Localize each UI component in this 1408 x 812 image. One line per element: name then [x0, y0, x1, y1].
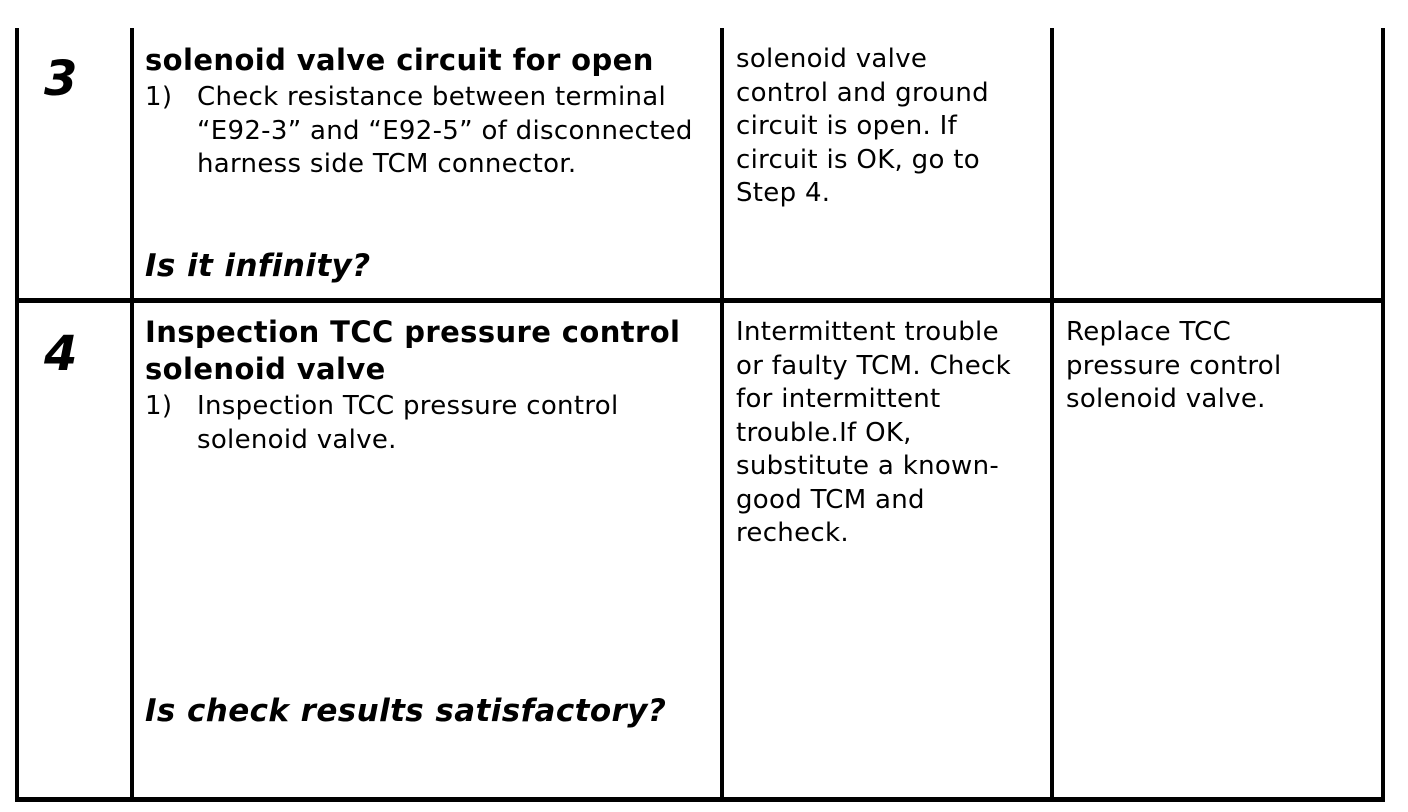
- step-number: 4: [44, 326, 78, 382]
- yes-result: solenoid valve control and ground circuit is open. If circuit is OK, go to Step 4.: [736, 44, 989, 208]
- list-item-text: Check resistance between terminal “E92-3” and “E92-5” of disconnected harness side TCM connector.: [197, 82, 693, 179]
- step-description: [145, 314, 710, 457]
- step-question: Is it infinity?: [145, 248, 371, 284]
- list-item-text: Inspection TCC pressure control solenoid valve.: [197, 391, 619, 455]
- list-item: [145, 81, 710, 182]
- step-number: 3: [44, 51, 78, 107]
- step-question: Is check results satisfactory?: [145, 693, 667, 729]
- step-description: [145, 42, 710, 182]
- list-item-number: 1): [145, 82, 173, 112]
- table-bottom-border: [15, 797, 1385, 802]
- yes-result: Intermittent trouble or faulty TCM. Check for intermittent trouble.If OK, substitute a known- good TCM and recheck.: [736, 317, 1011, 548]
- step-title: Inspection TCC pressure control solenoid valve: [145, 315, 681, 386]
- no-result: Replace TCC pressure control solenoid valve.: [1066, 317, 1282, 414]
- table-right-border: [1381, 28, 1385, 802]
- table-left-border: [15, 28, 19, 802]
- column-divider-step: [130, 28, 134, 802]
- column-divider-action: [720, 28, 724, 802]
- row-divider: [15, 298, 1385, 303]
- step-title: solenoid valve circuit for open: [145, 43, 654, 77]
- list-item-number: 1): [145, 391, 173, 421]
- column-divider-yes: [1050, 28, 1054, 802]
- list-item: [145, 390, 710, 457]
